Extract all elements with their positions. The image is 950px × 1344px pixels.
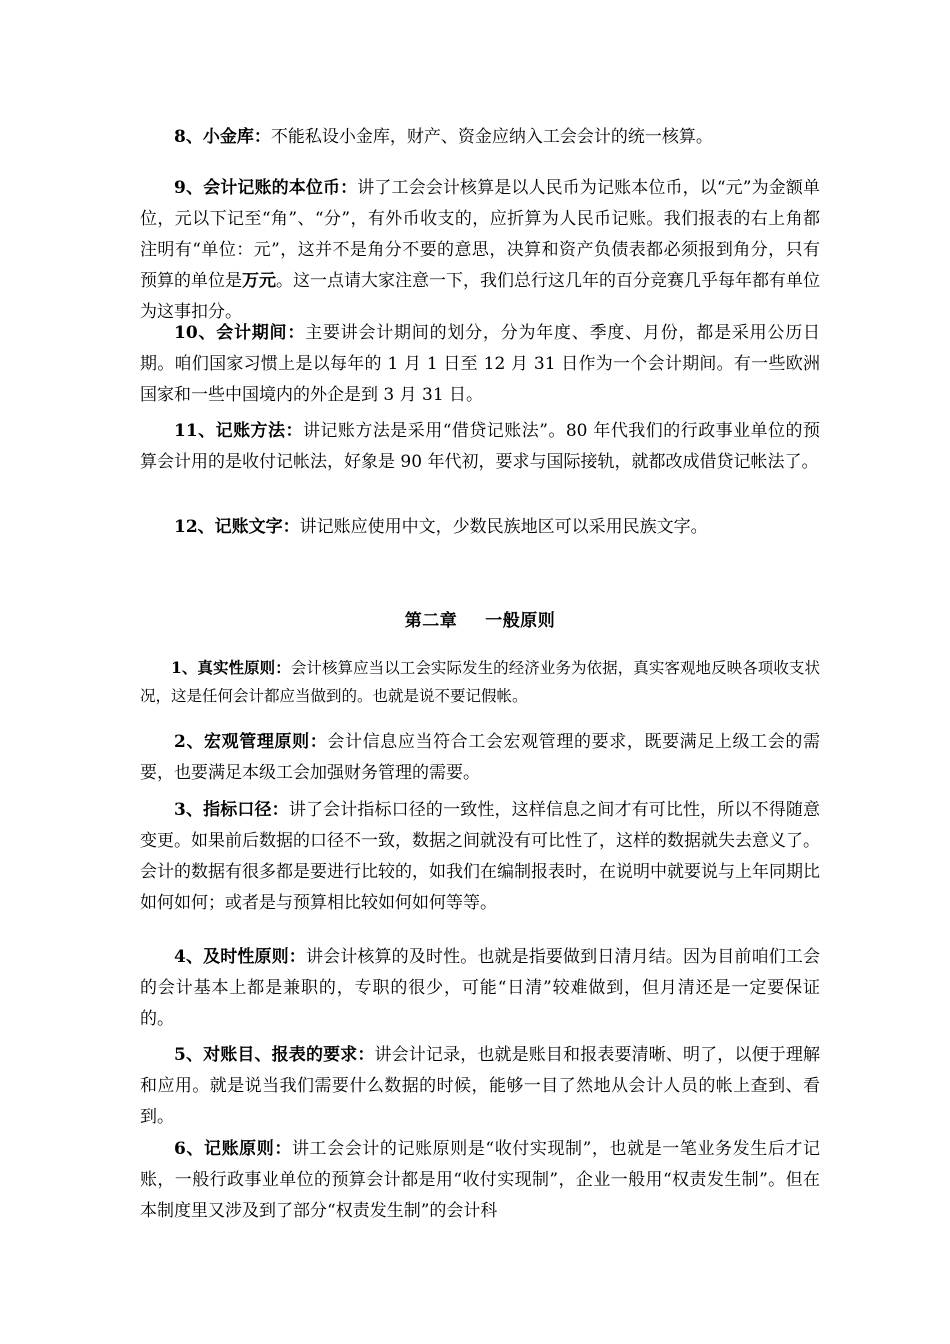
paragraph-body-cont: 。这一点请大家注意一下，我们总行这几年的百分竞赛几乎每年都有单位为这事扣分。: [140, 271, 820, 322]
paragraph-11: [140, 416, 820, 478]
principle-1: [140, 654, 820, 710]
chapter-number: 第二章: [404, 611, 458, 631]
paragraph-10: [140, 318, 820, 411]
paragraph-body: 会计信息应当符合工会宏观管理的要求，既要满足上级工会的需要，也要满足本级工会加强财务管理的需要。: [140, 732, 820, 783]
paragraph-body: 讲会计核算的及时性。也就是指要做到日清月结。因为目前咱们工会的会计基本上都是兼职的，专职的很少，可能“日清”较难做到，但月清还是一定要保证的。: [140, 947, 820, 1029]
principle-5: [140, 1040, 820, 1133]
paragraph-heading: 10、会计期间：: [174, 323, 306, 343]
principle-6: [140, 1134, 820, 1227]
paragraph-heading: 8、小金库：: [174, 127, 271, 147]
chapter-heading: [140, 608, 820, 634]
paragraph-heading: 4、及时性原则：: [174, 947, 306, 967]
paragraph-body: 讲了会计指标口径的一致性，这样信息之间才有可比性，所以不得随意变更。如果前后数据的口径不一致，数据之间就没有可比性了，这样的数据就失去意义了。会计的数据有很多都是要进行比较的，如我们在编制报表时，在说明中就要说与上年同期比如何如何；或者是与预算相比较如何如何等等。: [140, 800, 820, 913]
paragraph-body: 讲了工会会计核算是以人民币为记账本位币，以“元”为金额单位，元以下记至“角”、“分”，有外币收支的，应折算为人民币记账。我们报表的右上角都注明有“单位：元”，这并不是角分不要的意思，决算和资产负债表都必须报到角分，只有预算的单位是: [140, 178, 820, 291]
paragraph-body: 不能私设小金库，财产、资金应纳入工会会计的统一核算。: [270, 127, 713, 147]
principle-4: [140, 942, 820, 1035]
paragraph-heading: 11、记账方法：: [174, 421, 303, 441]
emphasis-text: 万元: [242, 271, 276, 291]
paragraph-heading: 9、会计记账的本位币：: [174, 178, 358, 198]
paragraph-12: [140, 512, 820, 543]
paragraph-heading: 1、真实性原则：: [171, 658, 291, 677]
principle-2: [140, 727, 820, 789]
paragraph-body: 讲工会会计的记账原则是“收付实现制”，也就是一笔业务发生后才记账，一般行政事业单位的预算会计都是用“收付实现制”，企业一般用“权责发生制”。但在本制度里又涉及到了部分“权责发生制”的会计科: [140, 1139, 820, 1221]
paragraph-heading: 5、对账目、报表的要求：: [174, 1045, 375, 1065]
paragraph-body: 讲会计记录，也就是账目和报表要清晰、明了，以便于理解和应用。就是说当我们需要什么数据的时候，能够一目了然地从会计人员的帐上查到、看到。: [140, 1045, 821, 1127]
paragraph-body: 会计核算应当以工会实际发生的经济业务为依据，真实客观地反映各项收支状况，这是任何会计都应当做到的。也就是说不要记假帐。: [140, 659, 820, 705]
paragraph-heading: 6、记账原则：: [174, 1139, 292, 1159]
paragraph-body: 主要讲会计期间的划分，分为年度、季度、月份，都是采用公历日期。咱们国家习惯上是以每年的 1 月 1 日至 12 月 31 日作为一个会计期间。有一些欧洲国家和一些中国境内的外企是到 3 月 31 日。: [140, 323, 820, 405]
paragraph-body: 讲记账方法是采用“借贷记账法”。80 年代我们的行政事业单位的预算会计用的是收付记帐法，好象是 90 年代初，要求与国际接轨，就都改成借贷记帐法了。: [140, 421, 820, 472]
paragraph-heading: 12、记账文字：: [174, 517, 300, 537]
chapter-title: 一般原则: [485, 611, 556, 631]
paragraph-body: 讲记账应使用中文，少数民族地区可以采用民族文字。: [299, 517, 708, 537]
paragraph-heading: 2、宏观管理原则：: [174, 732, 328, 752]
paragraph-8: [140, 122, 820, 153]
principle-3: [140, 795, 820, 919]
paragraph-heading: 3、指标口径：: [174, 800, 289, 820]
paragraph-9: [140, 173, 820, 328]
